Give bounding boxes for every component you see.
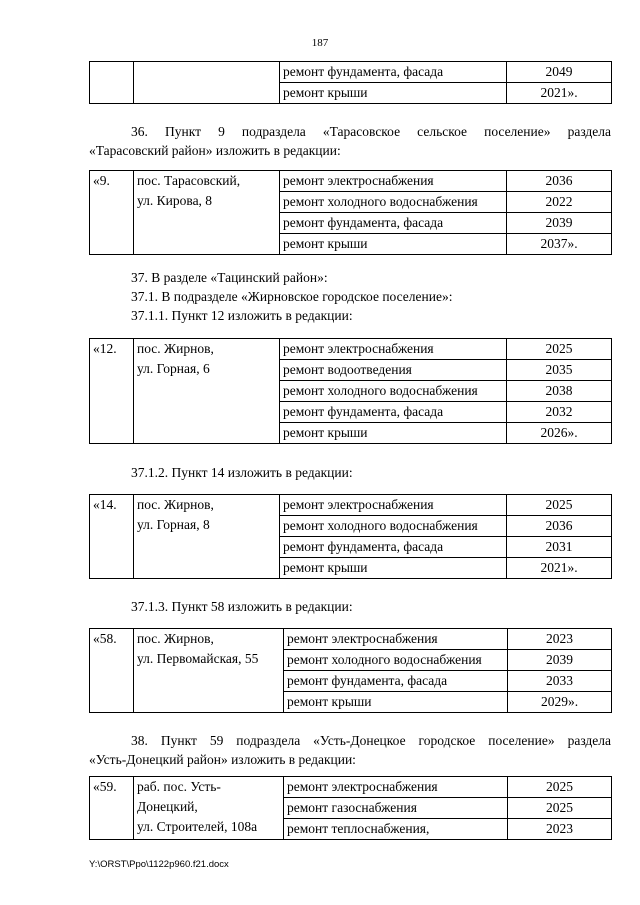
year-cell: 2026».: [507, 423, 612, 444]
table-item-9: [89, 170, 612, 255]
paragraph-37-1-3: 37.1.3. Пункт 58 изложить в редакции:: [131, 599, 353, 614]
year-cell: 2039: [508, 650, 612, 671]
address-cell: раб. пос. Усть- Донецкий, ул. Строителей, 108а: [134, 777, 284, 840]
work-cell: ремонт теплоснабжения,: [284, 819, 508, 840]
year-cell: 2021».: [507, 83, 612, 104]
year-cell: 2025: [508, 777, 612, 798]
paragraph-37-line2: 37.1. В подразделе «Жирновское городское поселение»:: [131, 289, 453, 304]
year-cell: 2029».: [508, 692, 612, 713]
table-continued: [89, 61, 612, 104]
year-cell: 2023: [508, 819, 612, 840]
paragraph-37-line3: 37.1.1. Пункт 12 изложить в редакции:: [131, 308, 353, 323]
year-cell: 2025: [507, 495, 612, 516]
work-cell: ремонт фундамента, фасада: [280, 402, 507, 423]
work-cell: ремонт фундамента, фасада: [280, 62, 507, 83]
year-cell: 2021».: [507, 558, 612, 579]
file-path-footer: Y:\ORST\Ppo\1122p960.f21.docx: [89, 859, 229, 870]
address-cell: пос. Жирнов, ул. Первомайская, 55: [134, 629, 284, 713]
number-cell: «12.: [90, 339, 134, 444]
table-row: [90, 629, 612, 650]
number-cell: «14.: [90, 495, 134, 579]
paragraph-37: [131, 268, 452, 325]
table-row: [90, 62, 612, 83]
work-cell: ремонт крыши: [280, 83, 507, 104]
work-cell: ремонт газоснабжения: [284, 798, 508, 819]
address-cell: [134, 62, 280, 104]
year-cell: 2036: [507, 516, 612, 537]
year-cell: 2035: [507, 360, 612, 381]
table-item-14: [89, 494, 612, 579]
number-cell: «9.: [90, 171, 134, 255]
work-cell: ремонт холодного водоснабжения: [280, 516, 507, 537]
work-cell: ремонт крыши: [280, 558, 507, 579]
work-cell: ремонт холодного водоснабжения: [280, 381, 507, 402]
table-item-59: [89, 776, 612, 840]
year-cell: 2036: [507, 171, 612, 192]
work-cell: ремонт фундамента, фасада: [280, 213, 507, 234]
work-cell: ремонт водоотведения: [280, 360, 507, 381]
work-cell: ремонт крыши: [284, 692, 508, 713]
year-cell: 2031: [507, 537, 612, 558]
paragraph-38-line1: 38. Пункт 59 подраздела «Усть-Донецкое городское поселение» раздела: [131, 733, 611, 748]
year-cell: 2032: [507, 402, 612, 423]
work-cell: ремонт фундамента, фасада: [280, 537, 507, 558]
work-cell: ремонт электроснабжения: [284, 777, 508, 798]
table-item-12: [89, 338, 612, 444]
number-cell: «59.: [90, 777, 134, 840]
table-item-58: [89, 628, 612, 713]
year-cell: 2049: [507, 62, 612, 83]
paragraph-36: [89, 122, 611, 160]
table-row: [90, 495, 612, 516]
number-cell: [90, 62, 134, 104]
year-cell: 2039: [507, 213, 612, 234]
year-cell: 2023: [508, 629, 612, 650]
address-cell: пос. Жирнов, ул. Горная, 8: [134, 495, 280, 579]
work-cell: ремонт электроснабжения: [284, 629, 508, 650]
paragraph-37-1-2: 37.1.2. Пункт 14 изложить в редакции:: [131, 465, 353, 480]
table-row: [90, 339, 612, 360]
work-cell: ремонт холодного водоснабжения: [284, 650, 508, 671]
work-cell: ремонт электроснабжения: [280, 339, 507, 360]
year-cell: 2038: [507, 381, 612, 402]
number-cell: «58.: [90, 629, 134, 713]
paragraph-38: [89, 731, 611, 769]
work-cell: ремонт холодного водоснабжения: [280, 192, 507, 213]
year-cell: 2025: [507, 339, 612, 360]
year-cell: 2025: [508, 798, 612, 819]
work-cell: ремонт крыши: [280, 234, 507, 255]
year-cell: 2022: [507, 192, 612, 213]
paragraph-36-line1: 36. Пункт 9 подраздела «Тарасовское сельское поселение» раздела: [131, 124, 611, 139]
paragraph-37-line1: 37. В разделе «Тацинский район»:: [131, 270, 328, 285]
work-cell: ремонт крыши: [280, 423, 507, 444]
table-row: [90, 171, 612, 192]
work-cell: ремонт электроснабжения: [280, 495, 507, 516]
address-cell: пос. Жирнов, ул. Горная, 6: [134, 339, 280, 444]
address-cell: пос. Тарасовский, ул. Кирова, 8: [134, 171, 280, 255]
paragraph-38-line2: «Усть-Донецкий район» изложить в редакции:: [89, 752, 356, 767]
table-row: [90, 777, 612, 798]
work-cell: ремонт электроснабжения: [280, 171, 507, 192]
page-number: 187: [311, 37, 329, 49]
work-cell: ремонт фундамента, фасада: [284, 671, 508, 692]
year-cell: 2033: [508, 671, 612, 692]
year-cell: 2037».: [507, 234, 612, 255]
paragraph-36-line2: «Тарасовский район» изложить в редакции:: [89, 143, 341, 158]
